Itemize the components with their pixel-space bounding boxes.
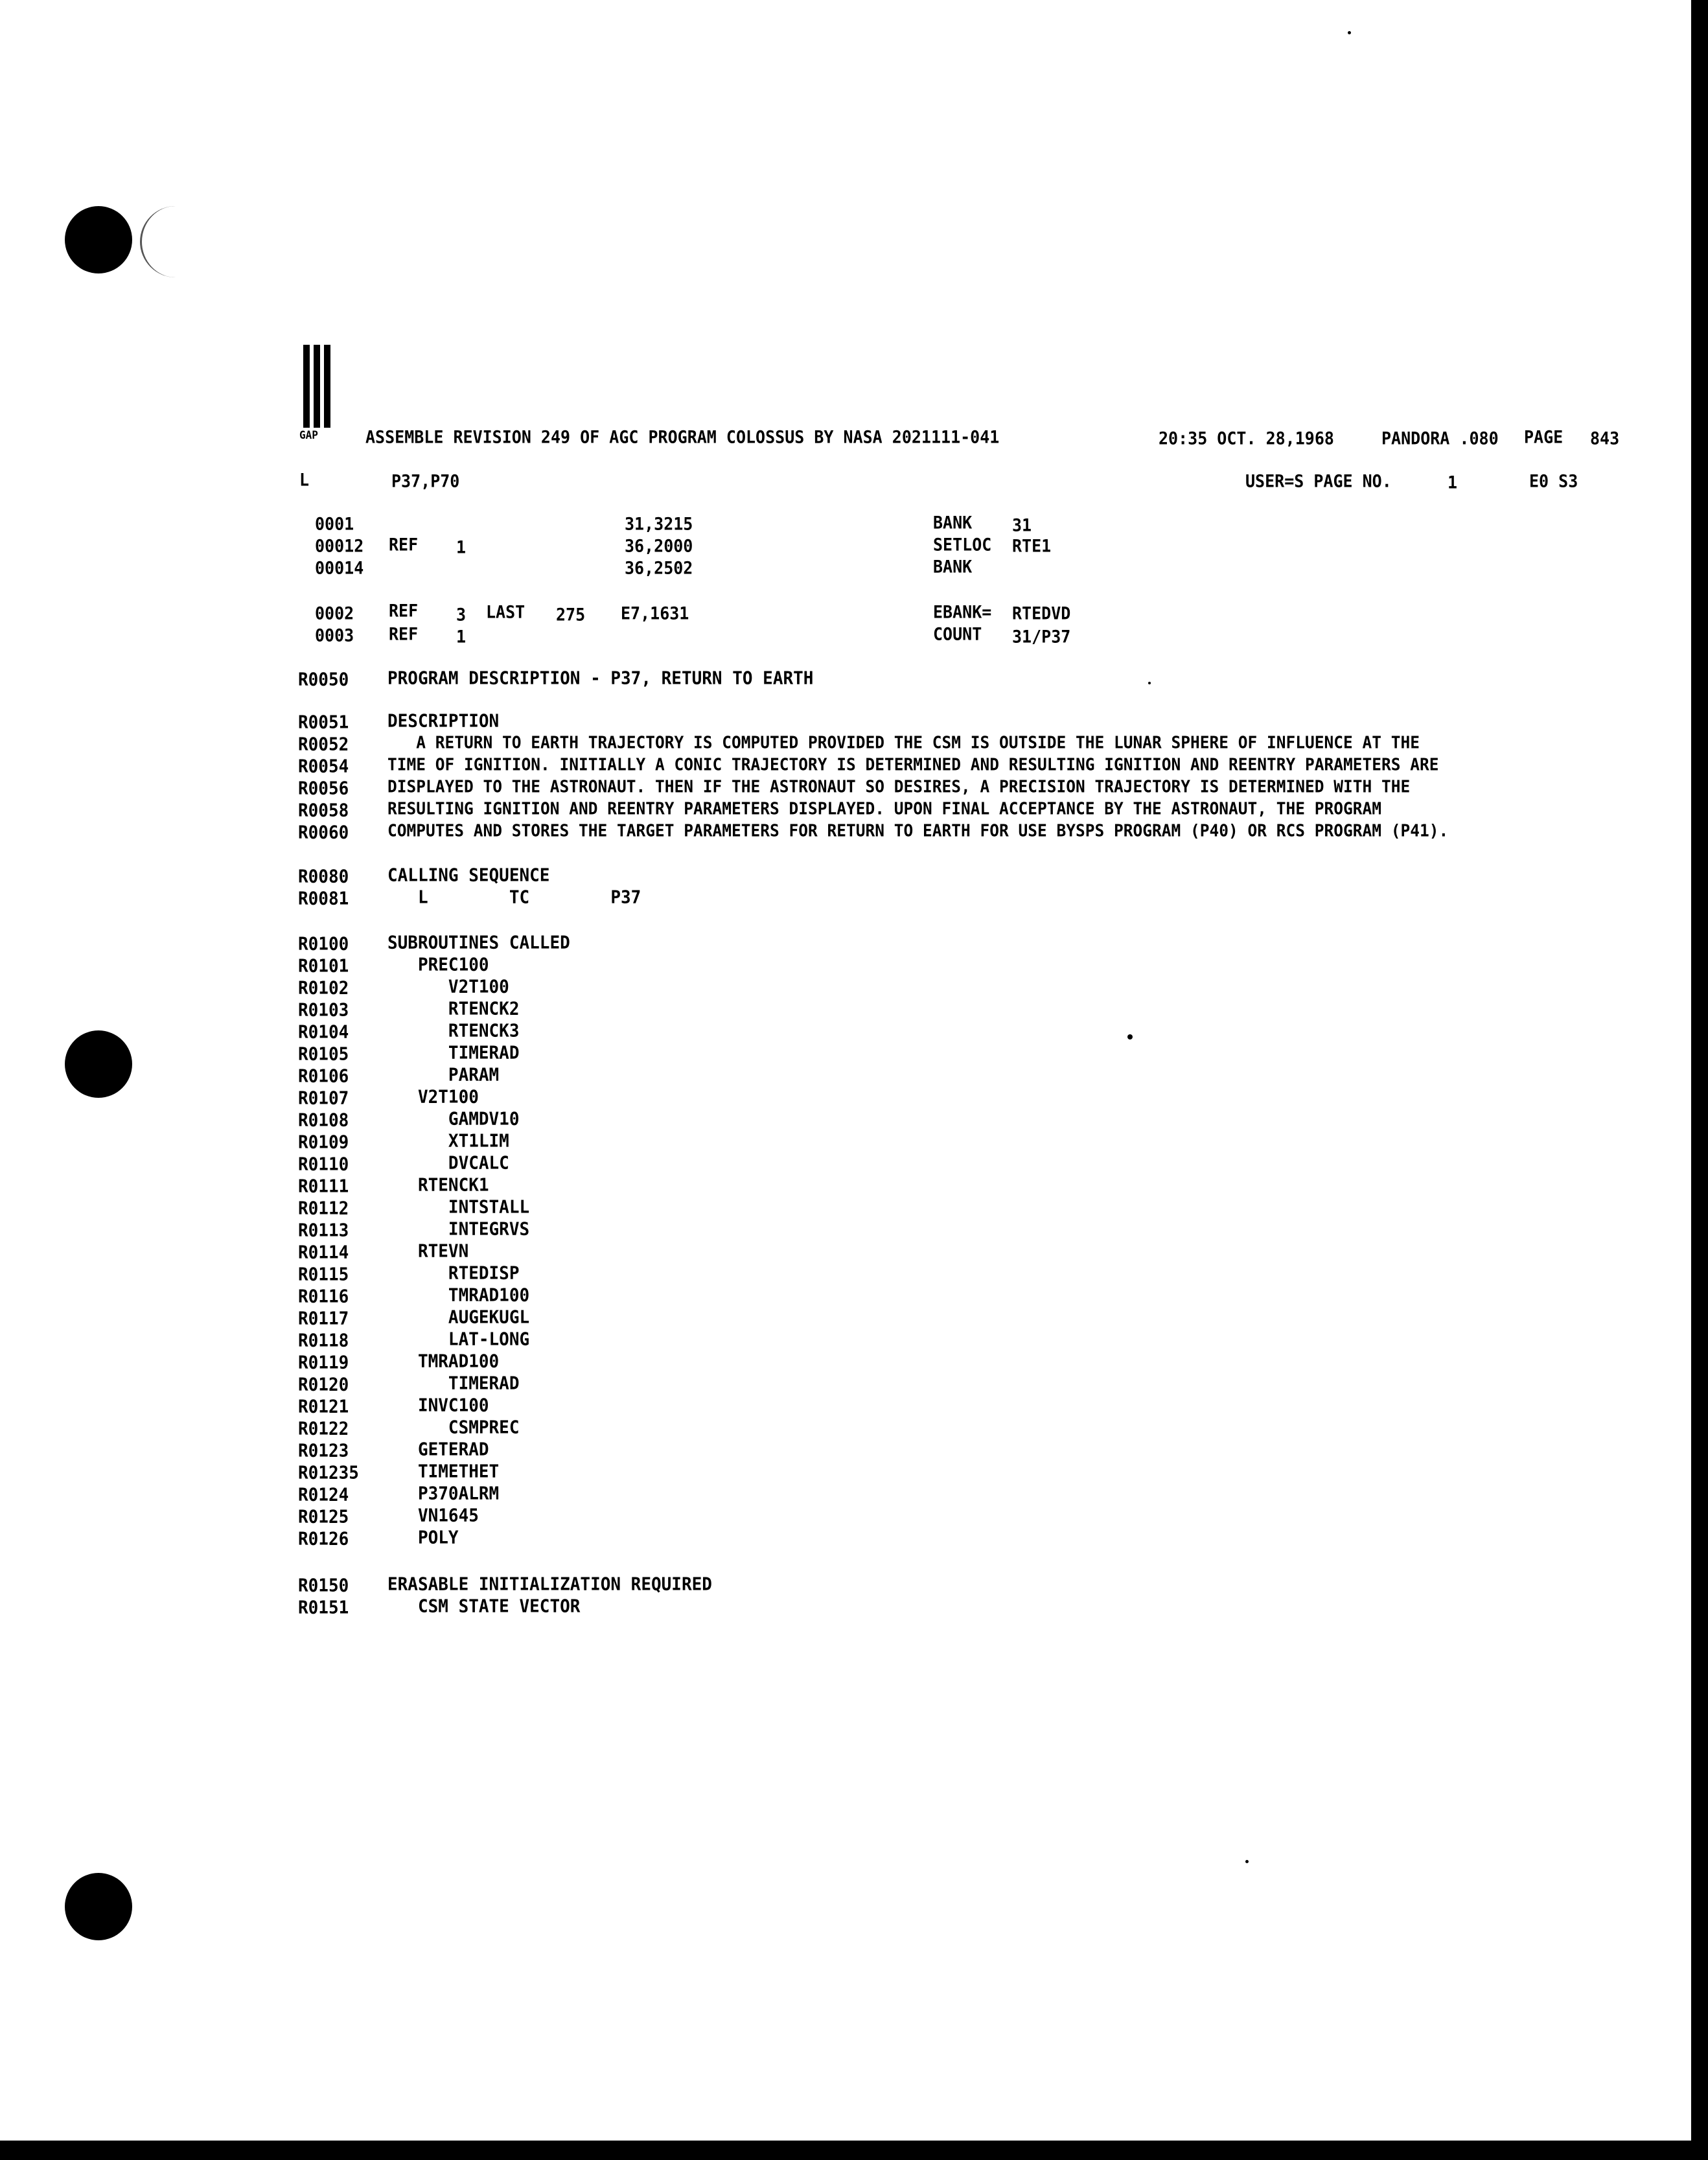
speck <box>1245 1860 1249 1863</box>
asm-line-addr: 36,2000 <box>625 536 693 556</box>
remark-number: R0116 <box>298 1286 349 1307</box>
remark-text: P370ALRM <box>387 1483 500 1504</box>
remark-text: INVC100 <box>387 1395 489 1416</box>
remark-number: R0110 <box>298 1154 349 1175</box>
remark-text: LAT-LONG <box>387 1329 530 1350</box>
scan-edge-bottom <box>0 2141 1708 2160</box>
asm-line-num: 0003 <box>315 625 354 645</box>
remark-number: R0150 <box>298 1575 349 1596</box>
remark-text: RTEVN <box>387 1241 469 1262</box>
header-system: PANDORA .080 <box>1381 428 1499 448</box>
remark-text: PREC100 <box>387 955 489 975</box>
speck <box>1348 31 1351 34</box>
remark-text: RESULTING IGNITION AND REENTRY PARAMETERS DISPLAYED. UPON FINAL ACCEPTANCE BY THE ASTRONAUT, THE PROGRAM <box>387 798 1382 819</box>
remark-number: R0081 <box>298 888 349 909</box>
remark-text: DESCRIPTION <box>387 711 500 732</box>
remark-text: INTSTALL <box>387 1197 530 1218</box>
remark-text: TIMERAD <box>387 1373 520 1394</box>
remark-text: RTEDISP <box>387 1263 520 1284</box>
remark-text: RTENCK2 <box>387 999 520 1019</box>
remark-number: R0104 <box>298 1022 349 1043</box>
remark-text: TMRAD100 <box>387 1351 500 1372</box>
subheader-program: P37,P70 <box>391 471 460 491</box>
remark-number: R0056 <box>298 778 349 799</box>
asm-line-arg: 1 <box>456 627 467 647</box>
remark-number: R01235 <box>298 1463 359 1483</box>
asm-line-value: 31/P37 <box>1012 627 1071 647</box>
remark-number: R0060 <box>298 822 349 843</box>
remark-number: R0106 <box>298 1066 349 1087</box>
remark-text: RTENCK3 <box>387 1021 520 1041</box>
remark-number: R0050 <box>298 669 349 690</box>
remark-text: POLY <box>387 1527 459 1548</box>
remark-text: TIMETHET <box>387 1461 500 1482</box>
remark-text: PROGRAM DESCRIPTION - P37, RETURN TO EARTH <box>387 668 814 689</box>
remark-text: GAMDV10 <box>387 1109 520 1130</box>
remark-number: R0105 <box>298 1044 349 1065</box>
remark-text: VN1645 <box>387 1505 479 1526</box>
remark-number: R0080 <box>298 866 349 887</box>
remark-number: R0107 <box>298 1088 349 1109</box>
remark-number: R0123 <box>298 1441 349 1461</box>
remark-number: R0108 <box>298 1110 349 1131</box>
remark-number: R0119 <box>298 1353 349 1373</box>
scan-edge-right <box>1691 0 1708 2160</box>
remark-text: TIME OF IGNITION. INITIALLY A CONIC TRAJECTORY IS DETERMINED AND RESULTING IGNITION AND REENTRY PARAMETERS ARE <box>387 754 1439 774</box>
remark-number: R0113 <box>298 1220 349 1241</box>
remark-number: R0115 <box>298 1264 349 1285</box>
asm-line-addr: 36,2502 <box>625 558 693 578</box>
header-mark: GAP <box>299 428 318 442</box>
punch-hole-middle <box>65 1030 132 1098</box>
remark-text: L TC P37 <box>387 887 641 908</box>
remark-number: R0117 <box>298 1308 349 1329</box>
remark-number: R0058 <box>298 800 349 821</box>
remark-number: R0122 <box>298 1419 349 1439</box>
punch-hole-shadow-top <box>140 206 181 277</box>
asm-line-keyword: EBANK= <box>933 602 992 622</box>
remark-text: RTENCK1 <box>387 1175 489 1196</box>
subheader-user-page-number: 1 <box>1448 472 1458 493</box>
punch-hole-top <box>65 206 132 273</box>
remark-text: COMPUTES AND STORES THE TARGET PARAMETERS FOR RETURN TO EARTH FOR USE BYSPS PROGRAM (P40) OR RCS PROGRAM (P41). <box>387 820 1449 841</box>
remark-number: R0051 <box>298 712 349 733</box>
asm-line-arg: 3 <box>456 605 467 625</box>
remark-number: R0120 <box>298 1375 349 1395</box>
remark-number: R0151 <box>298 1597 349 1618</box>
remark-text: V2T100 <box>387 1087 479 1108</box>
remark-text: DVCALC <box>387 1153 509 1174</box>
asm-line-op: REF <box>389 535 419 555</box>
asm-line-op: REF <box>389 624 419 644</box>
remark-text: DISPLAYED TO THE ASTRONAUT. THEN IF THE ASTRONAUT SO DESIRES, A PRECISION TRAJECTORY IS DETERMINED WITH THE <box>387 776 1411 796</box>
remark-number: R0109 <box>298 1132 349 1153</box>
asm-line-arg: 1 <box>456 537 467 557</box>
remark-number: R0102 <box>298 978 349 999</box>
remark-text: AUGEKUGL <box>387 1307 530 1328</box>
remark-number: R0124 <box>298 1485 349 1505</box>
remark-number: R0052 <box>298 734 349 755</box>
asm-line-keyword: COUNT <box>933 624 982 644</box>
remark-text: TIMERAD <box>387 1043 520 1063</box>
remark-text: SUBROUTINES CALLED <box>387 933 570 953</box>
remark-number: R0103 <box>298 1000 349 1021</box>
punch-hole-bottom <box>65 1873 132 1940</box>
asm-line-value: RTE1 <box>1012 536 1052 556</box>
remark-text: A RETURN TO EARTH TRAJECTORY IS COMPUTED PROVIDED THE CSM IS OUTSIDE THE LUNAR SPHERE OF INFLUENCE AT THE <box>387 732 1420 752</box>
header-title: ASSEMBLE REVISION 249 OF AGC PROGRAM COLOSSUS BY NASA 2021111-041 <box>365 427 1000 447</box>
asm-line-last: LAST <box>486 602 525 622</box>
remark-text: CSM STATE VECTOR <box>387 1596 581 1617</box>
asm-line-keyword: BANK <box>933 513 973 533</box>
asm-line-keyword: BANK <box>933 557 973 577</box>
remark-number: R0125 <box>298 1507 349 1527</box>
remark-text: ERASABLE INITIALIZATION REQUIRED <box>387 1574 712 1595</box>
subheader-user-page: USER=S PAGE NO. <box>1245 471 1392 491</box>
asm-line-keyword: SETLOC <box>933 535 992 555</box>
remark-text: INTEGRVS <box>387 1219 530 1240</box>
remark-text: CSMPREC <box>387 1417 520 1438</box>
binder-marks <box>302 345 341 428</box>
remark-number: R0101 <box>298 956 349 977</box>
speck <box>1148 682 1151 684</box>
subheader-left-code: L <box>299 470 310 490</box>
remark-text: PARAM <box>387 1065 500 1086</box>
header-page-label: PAGE <box>1524 427 1564 447</box>
remark-text: XT1LIM <box>387 1131 509 1152</box>
remark-text: TMRAD100 <box>387 1285 530 1306</box>
remark-text: CALLING SEQUENCE <box>387 865 550 886</box>
remark-number: R0100 <box>298 934 349 955</box>
remark-number: R0114 <box>298 1242 349 1263</box>
asm-line-value: 31 <box>1012 515 1032 535</box>
asm-line-addr: E7,1631 <box>621 603 689 623</box>
asm-line-addr: 31,3215 <box>625 514 693 534</box>
remark-number: R0054 <box>298 756 349 777</box>
remark-number: R0111 <box>298 1176 349 1197</box>
remark-number: R0126 <box>298 1529 349 1550</box>
header-page-number: 843 <box>1590 428 1620 448</box>
header-datetime: 20:35 OCT. 28,1968 <box>1159 428 1334 448</box>
asm-line-last-value: 275 <box>556 605 586 625</box>
asm-line-num: 00012 <box>315 536 364 556</box>
asm-line-num: 00014 <box>315 558 364 578</box>
subheader-right-code: E0 S3 <box>1529 471 1578 491</box>
remark-text: GETERAD <box>387 1439 489 1460</box>
asm-line-num: 0002 <box>315 603 354 623</box>
remark-number: R0121 <box>298 1397 349 1417</box>
remark-number: R0118 <box>298 1330 349 1351</box>
asm-line-op: REF <box>389 601 419 621</box>
asm-line-value: RTEDVD <box>1012 603 1071 623</box>
remark-text: V2T100 <box>387 977 509 997</box>
asm-line-num: 0001 <box>315 514 354 534</box>
remark-number: R0112 <box>298 1198 349 1219</box>
speck <box>1127 1034 1133 1039</box>
